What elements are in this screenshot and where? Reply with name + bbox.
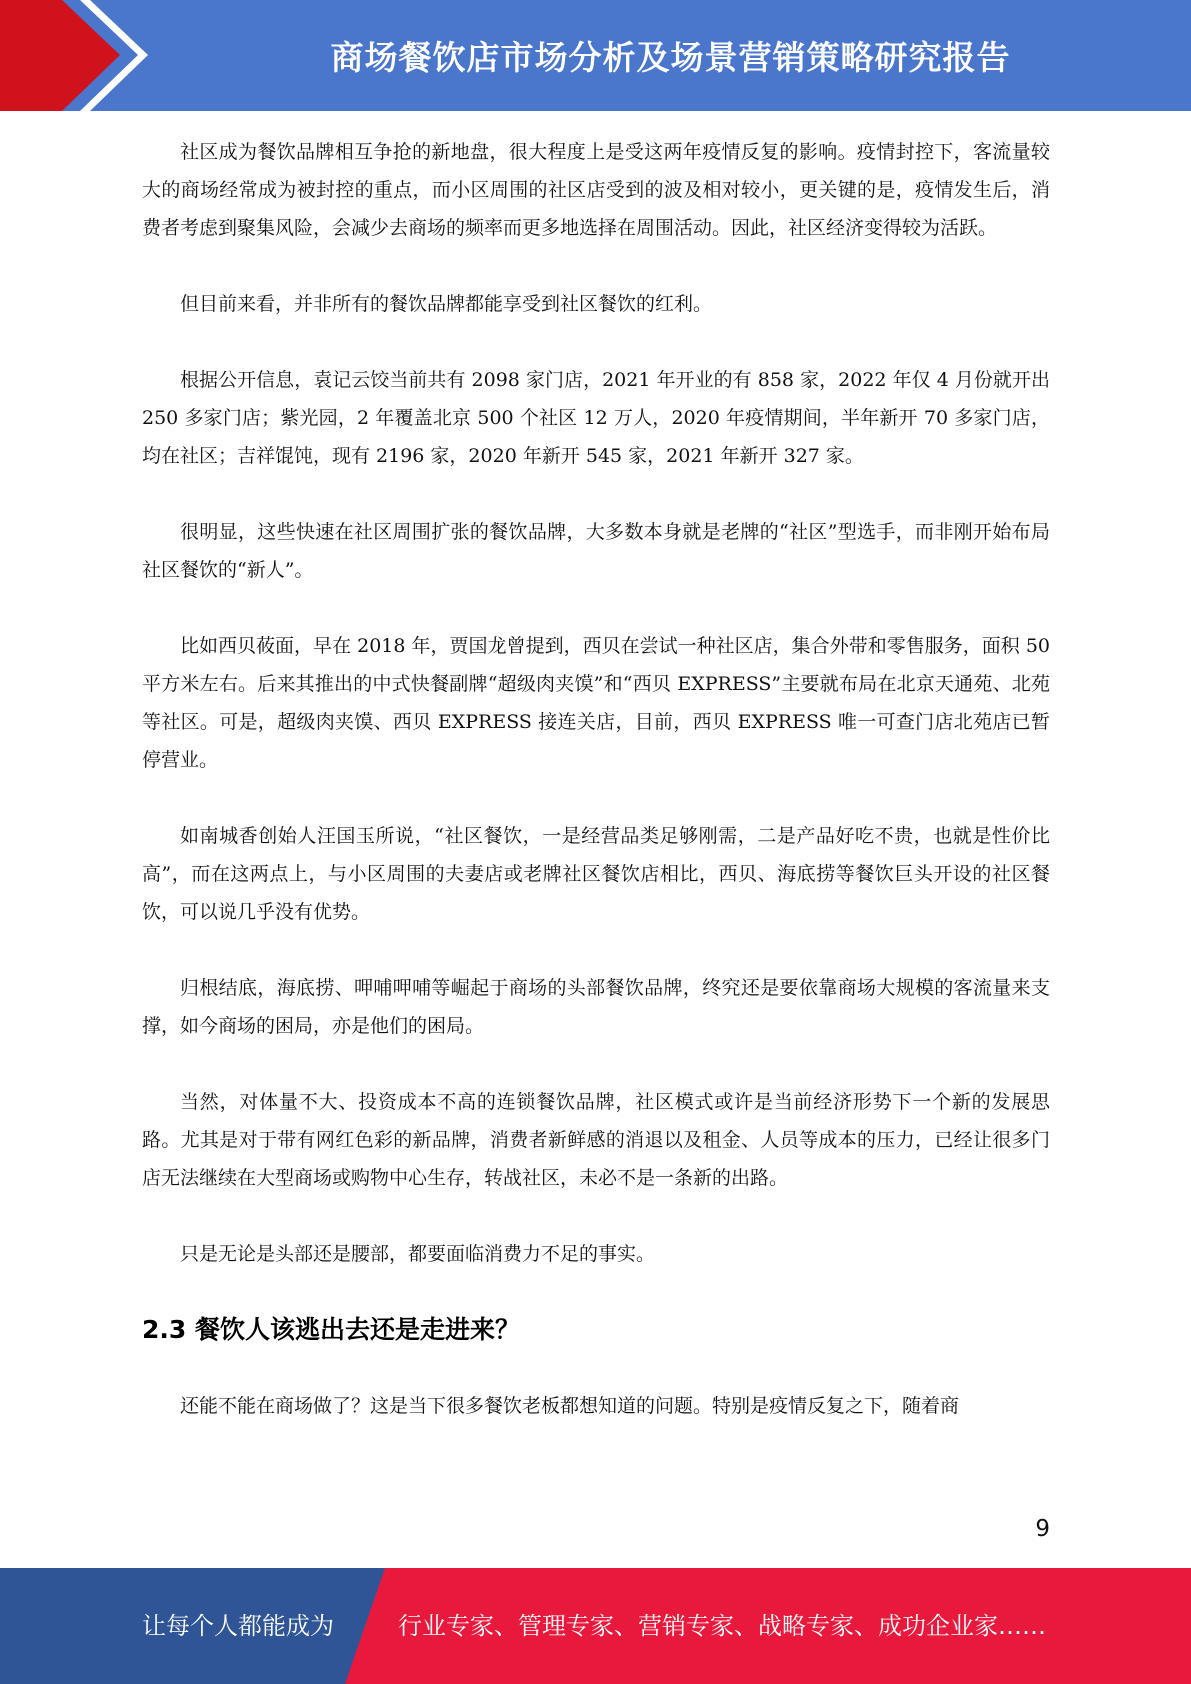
section-heading: 2.3 餐饮人该逃出去还是走进来？: [142, 1315, 520, 1344]
document-body: [142, 133, 1050, 1463]
paragraph: 如南城香创始人汪国玉所说，“社区餐饮，一是经营品类足够刚需，二是产品好吃不贵，也就是性价比高”，而在这两点上，与小区周围的夫妻店或老牌社区餐饮店相比，西贝、海底捞等餐饮巨头开设的社区餐饮，可以说几乎没有优势。: [142, 825, 1050, 923]
paragraph: 很明显，这些快速在社区周围扩张的餐饮品牌，大多数本身就是老牌的“社区”型选手，而非刚开始布局社区餐饮的“新人”。: [142, 521, 1050, 581]
page-footer: [0, 1568, 1191, 1684]
paragraph: 根据公开信息，袁记云饺当前共有 2098 家门店，2021 年开业的有 858 家，2022 年仅 4 月份就开出 250 多家门店；紫光园，2 年覆盖北京 500 个社区 12 万人，2020 年疫情期间，半年新开 70 多家门店，均在社区；吉祥馄饨，现有 2196 家，2020 年新开 545 家，2021 年新开 327 家。: [142, 369, 1050, 467]
page-header: [0, 0, 1191, 111]
paragraph: 比如西贝莜面，早在 2018 年，贾国龙曾提到，西贝在尝试一种社区店，集合外带和零售服务，面积 50 平方米左右。后来其推出的中式快餐副牌“超级肉夹馍”和“西贝 EXPRESS”主要就布局在北京天通苑、北苑等社区。可是，超级肉夹馍、西贝 EXPRESS 接连关店，目前，西贝 EXPRESS 唯一可查门店北苑店已暂停营业。: [142, 635, 1050, 771]
paragraph: 还能不能在商场做了？这是当下很多餐饮老板都想知道的问题。特别是疫情反复之下，随着商: [180, 1395, 960, 1417]
paragraph: 只是无论是头部还是腰部，都要面临消费力不足的事实。: [180, 1243, 656, 1265]
header-arrow-icon: [0, 0, 160, 111]
footer-slogan: 让每个人都能成为: [142, 1612, 334, 1640]
paragraph: 归根结底，海底捞、呷哺呷哺等崛起于商场的头部餐饮品牌，终究还是要依靠商场大规模的客流量来支撑，如今商场的困局，亦是他们的困局。: [142, 977, 1050, 1037]
footer-roles: 行业专家、管理专家、营销专家、战略专家、成功企业家……: [398, 1612, 1046, 1640]
report-title: 商场餐饮店市场分析及场景营销策略研究报告: [330, 38, 1011, 77]
paragraph: 但目前来看，并非所有的餐饮品牌都能享受到社区餐饮的红利。: [180, 293, 713, 315]
paragraph: 社区成为餐饮品牌相互争抢的新地盘，很大程度上是受这两年疫情反复的影响。疫情封控下，客流量较大的商场经常成为被封控的重点，而小区周围的社区店受到的波及相对较小，更关键的是，疫情发生后，消费者考虑到聚集风险，会减少去商场的频率而更多地选择在周围活动。因此，社区经济变得较为活跃。: [142, 141, 1050, 239]
paragraph: 当然，对体量不大、投资成本不高的连锁餐饮品牌，社区模式或许是当前经济形势下一个新的发展思路。尤其是对于带有网红色彩的新品牌，消费者新鲜感的消退以及租金、人员等成本的压力，已经让很多门店无法继续在大型商场或购物中心生存，转战社区，未必不是一条新的出路。: [142, 1091, 1050, 1189]
page-number: 9: [1035, 1516, 1050, 1542]
